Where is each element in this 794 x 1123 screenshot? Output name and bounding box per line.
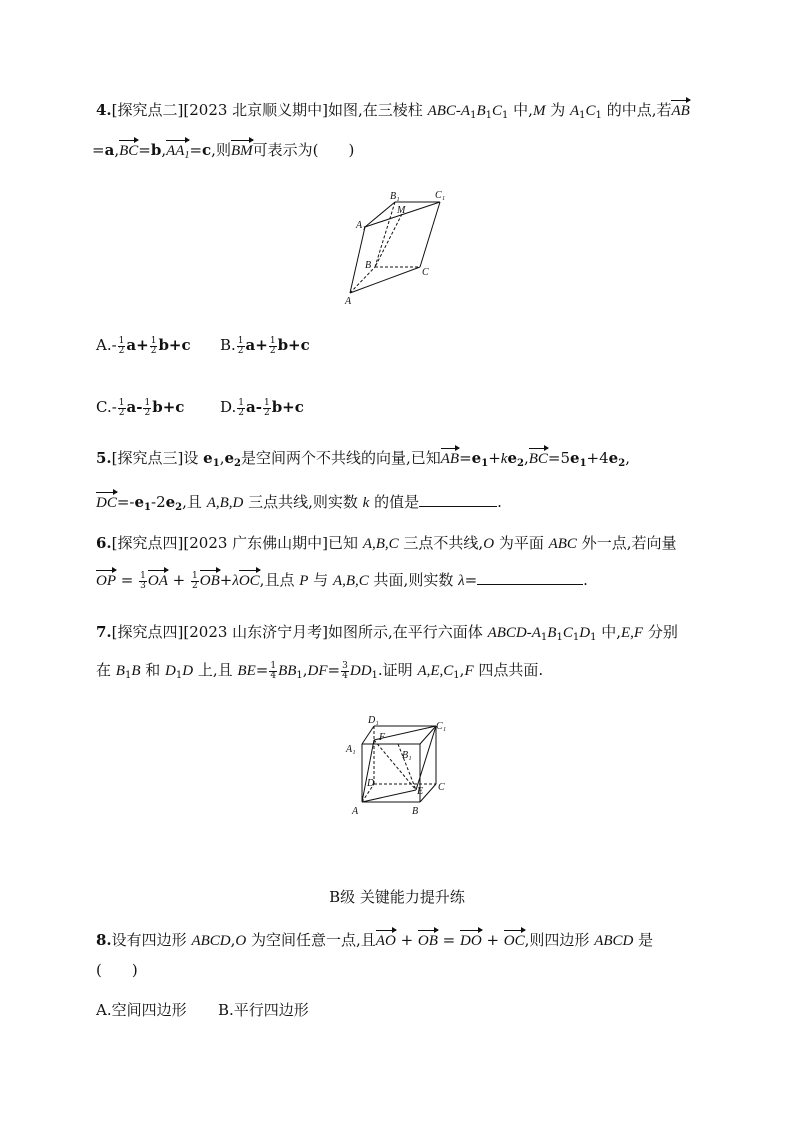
q4-tag: [探究点二][2023 北京顺义期中] [111,101,329,119]
q4-option-c[interactable]: C.- $\frac{1}{2}$ a- $\frac{1}{2}$ b+c [96,397,185,418]
label-B1: B₁ [402,750,412,761]
q5-number: 5. [96,449,112,467]
vector-BC: BC [119,143,139,159]
prism-figure [340,185,460,310]
q6-tag: [探究点四][2023 广东佛山期中] [111,534,329,552]
vector-BC-q5: BC [528,451,548,467]
label-C: C [438,782,445,793]
q8-option-a[interactable]: A.空间四边形 [96,1001,187,1019]
label-A: A [352,806,359,817]
label-A1: A₁ [356,220,366,231]
vector-AB: AB [671,103,690,119]
vector-AA1: $AA_1$ [166,143,190,161]
q7-line1: 7.[探究点四][2023 山东济宁月考]如图所示,在平行六面体 ABCD-$A_1B_1C_1D_1$ 中,E,F 分别 [96,623,678,643]
vector-OC: OC [238,573,260,589]
q4-number: 4. [96,101,112,119]
q4-option-d[interactable]: D. $\frac{1}{2}$ a- $\frac{1}{2}$ b+c [220,397,304,418]
q4-option-a[interactable]: A.- $\frac{1}{2}$ a+ $\frac{1}{2}$ b+c [96,335,191,356]
label-F: F [379,732,386,743]
vector-DO: DO [460,933,482,949]
label-C: C [422,267,429,278]
q6-answer-blank[interactable] [477,570,583,585]
label-C1: C₁ [436,721,447,732]
vector-OA: OA [147,573,168,589]
q4-line2: $=a,BC=b,AA_1=c$,则BM可表示为( ) [92,141,355,161]
q8-line2: ( ) [96,961,138,979]
q5-answer-blank[interactable] [419,492,497,507]
q7-line2: 在 $B_1B$ 和 $D_1D$ 上,且 BE= $\frac{1}{4}$ $BB_1,DF=$ $\frac{3}{4}$ $DD_1$.证明 $A,E,C_1,F$ 四点共面. [96,660,544,681]
q8-option-b[interactable]: B.平行四边形 [218,1001,309,1019]
label-D1: D₁ [368,715,379,726]
label-D: D [367,778,375,789]
label-E: E [417,786,424,797]
q6-number: 6. [96,534,112,552]
q4-option-b[interactable]: B. $\frac{1}{2}$ a+ $\frac{1}{2}$ b+c [220,335,310,356]
q8-line1: 8.设有四边形 ABCD,O 为空间任意一点,且AO + OB = DO + OC,则四边形 ABCD 是 [96,931,654,949]
vector-OC-q8: OC [503,933,525,949]
q5-line1: 5.[探究点三]设 $e_1,e_2$是空间两个不共线的向量,已知$AB=e_1+ke_2,BC=5e_1+4e_2$, [96,449,630,469]
q5-line2: $DC=-e_1-2e_2$,且 A,B,D 三点共线,则实数 k 的值是 . [96,493,502,513]
label-B1: B₁ [390,191,400,202]
vector-OP: OP [96,573,116,589]
vector-DC: DC [96,495,117,511]
q4-line1: 4.[探究点二][2023 北京顺义期中]如图,在三棱柱 ABC-$A_1B_1C_1$ 中,M 为 $A_1C_1$ 的中点,若AB [96,101,690,121]
label-M: M [397,205,406,216]
label-B: B [365,260,372,271]
label-A1: A₁ [346,744,356,755]
label-A: A [345,296,352,307]
q8-number: 8. [96,931,112,949]
vector-AO: AO [375,933,396,949]
vector-OB: OB [199,573,220,589]
vector-BM: BM [230,143,253,159]
vector-AB-q5: AB [440,451,460,467]
q5-tag: [探究点三] [111,449,184,467]
label-C1: C₁ [435,190,446,201]
q7-tag: [探究点四][2023 山东济宁月考] [111,623,329,641]
q6-line1: 6.[探究点四][2023 广东佛山期中]已知 A,B,C 三点不共线,O 为平面 ABC 外一点,若向量 [96,534,677,552]
q6-line2: OP = $\frac{1}{3}$ OA + $\frac{1}{2}$ OB+λOC,且点 P 与 A,B,C 共面,则实数 λ= . [96,570,588,591]
label-B: B [412,806,419,817]
vector-OB-q8: OB [417,933,438,949]
q7-number: 7. [96,623,112,641]
section-b-title: B级 关键能力提升练 [329,888,465,906]
parallelepiped-figure [342,712,462,822]
